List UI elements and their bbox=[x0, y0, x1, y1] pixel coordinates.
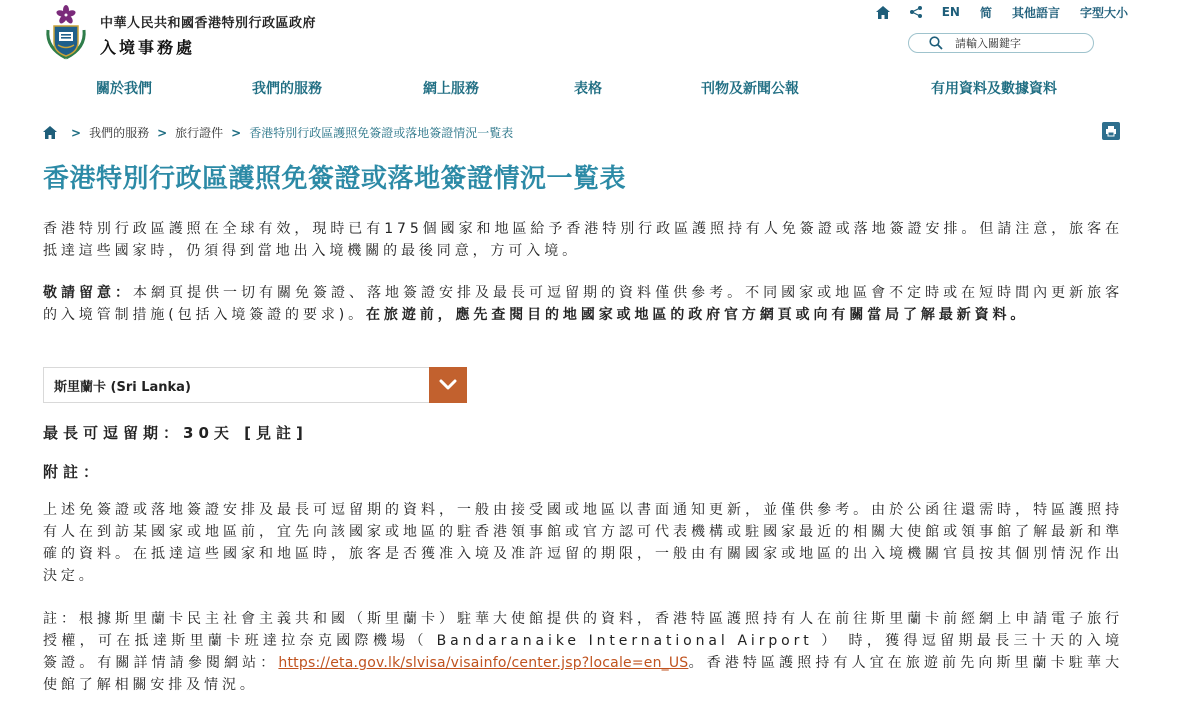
nav-item-online-services[interactable]: 網上服務 bbox=[423, 81, 479, 97]
nav-item-publications-press[interactable]: 刊物及新聞公報 bbox=[701, 81, 799, 97]
nav-item-about-us[interactable]: 關於我們 bbox=[96, 81, 152, 97]
remark-paragraph bbox=[43, 608, 1123, 696]
country-select-value: 斯里蘭卡 (Sri Lanka) bbox=[54, 379, 191, 395]
search-icon[interactable] bbox=[929, 36, 943, 50]
country-select[interactable] bbox=[43, 367, 467, 403]
breadcrumb-our-services[interactable]: 我們的服務 bbox=[89, 126, 150, 140]
intro-paragraph: 香港特別行政區護照在全球有效，現時已有175個國家和地區給予香港特別行政區護照持有人免簽證或落地簽證安排。但請注意，旅客在抵達這些國家時，仍須得到當地出入境機關的最後同意，方可入境。 bbox=[43, 221, 1123, 259]
breadcrumb-home-icon[interactable] bbox=[43, 126, 57, 139]
breadcrumb-separator: > bbox=[71, 125, 82, 140]
language-en-link[interactable]: EN bbox=[941, 5, 960, 19]
breadcrumb-separator: > bbox=[157, 125, 168, 140]
page-title: 香港特別行政區護照免簽證或落地簽證情況一覧表 bbox=[43, 164, 627, 194]
department-subtitle: 中華人民共和國香港特別行政區政府 bbox=[100, 16, 317, 31]
font-size-link[interactable]: 字型大小 bbox=[1079, 5, 1128, 20]
home-icon[interactable] bbox=[866, 4, 900, 20]
eta-website-link[interactable]: https://eta.gov.lk/slvisa/visainfo/center.jsp?locale=en_US bbox=[278, 655, 689, 671]
notice-paragraph bbox=[43, 282, 1123, 326]
notice-bold-text: 在旅遊前，應先查閱目的地國家或地區的政府官方網頁或向有關當局了解最新資料。 bbox=[366, 307, 1029, 323]
remark-text: 註：根據斯里蘭卡民主社會主義共和國（斯里蘭卡）駐華大使館提供的資料，香港特區護照持有人在前往斯里蘭卡前經網上申請電子旅行授權，可在抵達斯里蘭卡班達拉奈克國際機場（ Bandaranaike International Airport ） 時，獲得逗留期最長三十天的入境簽證。有關詳情請參閱網站： bbox=[43, 611, 1123, 671]
notes-paragraph: 上述免簽證或落地簽證安排及最長可逗留期的資料，一般由接受國或地區以書面通知更新，並僅供參考。由於公函往還需時，特區護照持有人在到訪某國家或地區前，宜先向該國家或地區的駐香港領事館或官方認可代表機構或駐國家最近的相關大使館或領事館了解最新和準確的資料。在抵達這些國家和地區時，旅客是否獲准入境及准許逗留的期限，一般由有關國家或地區的出入境機關官員按其個別情況作出決定。 bbox=[43, 502, 1123, 584]
immd-emblem-logo[interactable] bbox=[40, 4, 92, 62]
search-box bbox=[908, 33, 1094, 53]
breadcrumb-current-page: 香港特別行政區護照免簽證或落地簽證情況一覧表 bbox=[249, 126, 514, 140]
nav-item-useful-info[interactable]: 有用資料及數據資料 bbox=[931, 81, 1057, 97]
notice-label: 敬請留意： bbox=[43, 285, 134, 301]
breadcrumb-travel-documents[interactable]: 旅行證件 bbox=[175, 126, 224, 140]
nav-item-our-services[interactable]: 我們的服務 bbox=[252, 81, 322, 97]
language-sc-link[interactable]: 简 bbox=[979, 5, 992, 20]
breadcrumb bbox=[43, 124, 513, 141]
share-icon[interactable] bbox=[900, 4, 932, 20]
breadcrumb-separator: > bbox=[231, 125, 242, 140]
other-languages-link[interactable]: 其他語言 bbox=[1011, 5, 1060, 20]
notes-heading: 附註： bbox=[43, 463, 104, 481]
chevron-down-icon[interactable] bbox=[429, 367, 467, 403]
main-nav bbox=[0, 78, 1200, 98]
search-input[interactable] bbox=[955, 37, 1075, 50]
remark-text-end: 。香港特區護照持有人宜在旅遊前先向斯里蘭卡駐華大使館了解相關安排及情況。 bbox=[43, 655, 1123, 693]
max-stay-text: 最長可逗留期：30天 [見註] bbox=[43, 424, 308, 442]
notice-text: 本網頁提供一切有關免簽證、落地簽證安排及最長可逗留期的資料僅供參考。不同國家或地區會不定時或在短時間內更新旅客的入境管制措施(包括入境簽證的要求)。 bbox=[43, 285, 1124, 323]
utility-bar bbox=[866, 4, 1138, 20]
print-icon[interactable] bbox=[1102, 122, 1120, 140]
nav-item-forms[interactable]: 表格 bbox=[574, 81, 602, 97]
department-name[interactable]: 入境事務處 bbox=[100, 38, 196, 57]
